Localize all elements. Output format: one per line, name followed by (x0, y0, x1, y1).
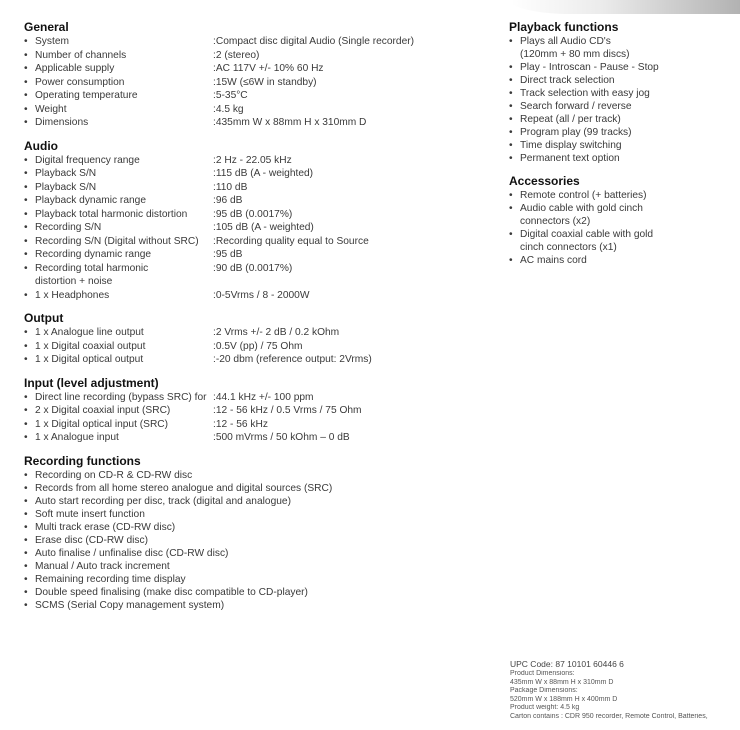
bullet-icon: • (24, 49, 28, 61)
left-column (24, 20, 464, 621)
list-item (24, 599, 464, 612)
input-section (24, 376, 464, 445)
bullet-icon: • (24, 560, 28, 572)
list-item-text: (120mm + 80 mm discs) (520, 49, 630, 60)
list-item-text: Time display switching (520, 140, 622, 151)
list-item-text: Remaining recording time display (35, 573, 186, 585)
list-item-text: Direct track selection (520, 75, 615, 86)
bullet-icon: • (24, 154, 28, 166)
footer-line: Product weight: 4.5 kg (510, 704, 580, 712)
bullet-icon: • (24, 521, 28, 533)
list-item-text: Records from all home stereo analogue and digital sources (SRC) (35, 482, 333, 494)
list-item (509, 228, 734, 254)
spec-label: Recording S/N (35, 222, 102, 233)
feature-list (509, 35, 734, 165)
list-item-text: Play - Introscan - Pause - Stop (520, 62, 659, 73)
bullet-icon: • (24, 208, 28, 220)
spec-label: 1 x Headphones (35, 289, 110, 301)
bullet-icon: • (24, 262, 28, 274)
spec-value: : 5-35°C (213, 89, 248, 103)
list-item (24, 573, 464, 586)
upc-code: UPC Code: 87 10101 60446 6 (510, 659, 624, 669)
list-item-text: Digital coaxial cable with gold (520, 229, 654, 240)
spec-value: : 12 - 56 kHz / 0.5 Vrms / 75 Ohm (213, 404, 362, 418)
spec-list (24, 154, 464, 303)
spec-row (24, 208, 464, 222)
spec-label: System (35, 36, 69, 47)
bullet-icon: • (24, 573, 28, 585)
spec-value: : 0.5V (pp) / 75 Ohm (213, 340, 302, 354)
bullet-icon: • (509, 190, 513, 201)
spec-row (24, 167, 464, 181)
bullet-icon: • (509, 62, 513, 73)
spec-label: 1 x Analogue line output (35, 327, 144, 338)
spec-label: Recording S/N (Digital without SRC) (35, 235, 199, 247)
spec-value: : Recording quality equal to Source (213, 235, 369, 249)
section-heading: Output (24, 311, 64, 325)
feature-list (509, 189, 734, 267)
spec-value: : 2 Hz - 22.05 kHz (213, 154, 292, 168)
bullet-icon: • (24, 222, 28, 233)
bullet-icon: • (509, 255, 513, 266)
list-item-text: Soft mute insert function (35, 508, 145, 520)
list-item (24, 560, 464, 573)
spec-row (24, 326, 464, 340)
footer-line: Product Dimensions: (510, 670, 575, 677)
spec-row (24, 418, 464, 432)
spec-value: : 4.5 kg (213, 103, 244, 117)
bullet-icon: • (24, 354, 28, 365)
spec-row (24, 289, 464, 303)
spec-label: Recording dynamic range (35, 249, 152, 260)
spec-value: : 95 dB (0.0017%) (213, 208, 292, 222)
spec-list (24, 326, 464, 367)
bullet-icon: • (509, 114, 513, 125)
spec-label: Recording total harmonic (35, 262, 149, 274)
spec-row (24, 221, 464, 235)
list-item (509, 202, 734, 228)
spec-value: : AC 117V +/- 10% 60 Hz (213, 62, 324, 76)
footer-line: Carton contains : CDR 950 recorder, Remote Control, Batteries, (510, 712, 708, 720)
list-item (509, 126, 734, 139)
bullet-icon: • (24, 391, 28, 403)
spec-label: Dimensions (35, 117, 89, 128)
list-item-text: Remote control (+ batteries) (520, 190, 647, 201)
spec-row (24, 103, 464, 117)
bullet-icon: • (24, 599, 28, 611)
section-heading: General (24, 20, 69, 34)
bullet-icon: • (24, 495, 28, 507)
list-item (509, 35, 734, 61)
spec-row (24, 49, 464, 63)
spec-row (24, 248, 464, 262)
list-item (509, 61, 734, 74)
spec-label: 1 x Digital optical input (SRC) (35, 418, 169, 430)
accessories-section (509, 174, 734, 267)
spec-value: : 0-5Vrms / 8 - 2000W (213, 289, 309, 303)
spec-row (24, 431, 464, 445)
list-item-text: Program play (99 tracks) (520, 127, 632, 138)
spec-value: : 15W (≤6W in standby) (213, 76, 317, 90)
bullet-icon: • (24, 469, 28, 481)
spec-label: 1 x Analogue input (35, 432, 119, 443)
spec-value: : 105 dB (A - weighted) (213, 221, 314, 235)
spec-label: 1 x Digital coaxial output (35, 340, 146, 352)
list-item (24, 586, 464, 599)
list-item-text: Double speed finalising (make disc compatible to CD-player) (35, 586, 308, 598)
bullet-icon: • (24, 289, 28, 301)
bullet-icon: • (24, 168, 28, 179)
list-item (24, 508, 464, 521)
list-item (24, 469, 464, 482)
footer-line: 435mm W x 88mm H x 310mm D (510, 678, 614, 686)
output-section (24, 311, 464, 367)
spec-label: Operating temperature (35, 90, 138, 101)
list-item-text: Repeat (all / per track) (520, 114, 621, 125)
spec-label: Power consumption (35, 76, 125, 88)
list-item-text: Multi track erase (CD-RW disc) (35, 521, 176, 533)
general-section (24, 20, 464, 130)
bullet-icon: • (24, 195, 28, 206)
bullet-icon: • (24, 547, 28, 559)
list-item-text: Recording on CD-R & CD-RW disc (35, 469, 193, 481)
spec-label: 1 x Digital optical output (35, 354, 144, 365)
list-item-text: Erase disc (CD-RW disc) (35, 534, 149, 546)
spec-label: Digital frequency range (35, 154, 140, 166)
spec-label: Applicable supply (35, 63, 115, 74)
spec-label: Playback S/N (35, 168, 97, 179)
spec-row (24, 404, 464, 418)
spec-row (24, 62, 464, 76)
spec-label-continued: distortion + noise (35, 276, 113, 287)
list-item (509, 254, 734, 267)
bullet-icon: • (24, 327, 28, 338)
bullet-icon: • (24, 103, 28, 115)
playback-functions-section (509, 20, 734, 165)
spec-row (24, 35, 464, 49)
spec-row (24, 340, 464, 354)
bullet-icon: • (24, 90, 28, 101)
list-item (509, 113, 734, 126)
bullet-icon: • (24, 432, 28, 443)
spec-row (24, 181, 464, 195)
section-heading: Audio (24, 138, 58, 153)
product-info-footer (510, 659, 735, 722)
spec-row (24, 262, 464, 289)
page-corner-shadow (510, 0, 740, 14)
spec-value: : 96 dB (213, 194, 242, 208)
bullet-icon: • (24, 235, 28, 247)
bullet-icon: • (24, 76, 28, 88)
bullet-icon: • (509, 229, 513, 240)
right-column (509, 20, 734, 276)
list-item (509, 100, 734, 113)
bullet-icon: • (509, 88, 513, 99)
list-item (509, 189, 734, 202)
list-item (24, 521, 464, 534)
section-heading: Playback functions (509, 20, 619, 34)
bullet-icon: • (509, 127, 513, 138)
bullet-icon: • (24, 36, 28, 47)
spec-value: : Compact disc digital Audio (Single recorder) (213, 35, 414, 49)
list-item-text: SCMS (Serial Copy management system) (35, 599, 225, 611)
section-heading: Input (level adjustment) (24, 375, 159, 390)
list-item (509, 87, 734, 100)
list-item-text: Audio cable with gold cinch (520, 203, 643, 214)
spec-label: Direct line recording (bypass SRC) for (35, 391, 207, 403)
bullet-icon: • (24, 586, 28, 598)
spec-value: : 435mm W x 88mm H x 310mm D (213, 116, 366, 130)
spec-label: Playback S/N (35, 181, 97, 193)
section-heading: Recording functions (24, 453, 141, 468)
spec-list (24, 35, 464, 130)
spec-value: : 2 Vrms +/- 2 dB / 0.2 kOhm (213, 326, 339, 340)
recording-functions-section (24, 454, 464, 612)
spec-row (24, 194, 464, 208)
list-item-text: cinch connectors (x1) (520, 242, 617, 253)
spec-value: : 12 - 56 kHz (213, 418, 268, 432)
bullet-icon: • (24, 534, 28, 546)
list-item-text: connectors (x2) (520, 216, 591, 227)
list-item (509, 152, 734, 165)
bullet-icon: • (24, 340, 28, 352)
spec-label: Number of channels (35, 49, 127, 61)
spec-row (24, 391, 464, 405)
spec-label: 2 x Digital coaxial input (SRC) (35, 405, 171, 416)
bullet-icon: • (24, 63, 28, 74)
bullet-icon: • (24, 117, 28, 128)
bullet-icon: • (24, 482, 28, 494)
list-item-text: Auto start recording per disc, track (digital and analogue) (35, 495, 291, 507)
list-item (509, 74, 734, 87)
spec-label: Playback dynamic range (35, 195, 146, 206)
bullet-icon: • (509, 203, 513, 214)
spec-row (24, 154, 464, 168)
list-item (24, 482, 464, 495)
list-item-text: Search forward / reverse (520, 101, 632, 112)
feature-list (24, 469, 464, 612)
footer-line: Package Dimensions: (510, 687, 578, 695)
list-item-text: Manual / Auto track increment (35, 560, 170, 572)
bullet-icon: • (509, 101, 513, 112)
list-item (24, 547, 464, 560)
spec-list (24, 391, 464, 445)
spec-label: Weight (35, 103, 67, 115)
spec-value: : 500 mVrms / 50 kOhm – 0 dB (213, 431, 350, 445)
spec-row (24, 353, 464, 367)
spec-label: Playback total harmonic distortion (35, 208, 188, 220)
spec-row (24, 76, 464, 90)
bullet-icon: • (24, 405, 28, 416)
spec-row (24, 89, 464, 103)
section-heading: Accessories (509, 174, 580, 188)
list-item-text: AC mains cord (520, 255, 587, 266)
spec-value: : 95 dB (213, 248, 242, 262)
bullet-icon: • (509, 140, 513, 151)
bullet-icon: • (24, 249, 28, 260)
footer-line: 520mm W x 188mm H x 400mm D (510, 695, 618, 703)
list-item-text: Permanent text option (520, 153, 620, 164)
bullet-icon: • (509, 153, 513, 164)
list-item (24, 534, 464, 547)
list-item-text: Plays all Audio CD's (520, 36, 611, 47)
list-item (509, 139, 734, 152)
spec-row (24, 235, 464, 249)
audio-section (24, 139, 464, 303)
list-item (24, 495, 464, 508)
bullet-icon: • (509, 36, 513, 47)
bullet-icon: • (24, 508, 28, 520)
spec-row (24, 116, 464, 130)
spec-value: : -20 dbm (reference output: 2Vrms) (213, 353, 372, 367)
bullet-icon: • (24, 181, 28, 193)
spec-value: : 2 (stereo) (213, 49, 259, 63)
list-item-text: Auto finalise / unfinalise disc (CD-RW disc) (35, 547, 229, 559)
spec-value: : 110 dB (213, 181, 247, 195)
bullet-icon: • (24, 418, 28, 430)
list-item-text: Track selection with easy jog (520, 88, 650, 99)
spec-value: : 90 dB (0.0017%) (213, 262, 292, 276)
spec-value: : 44.1 kHz +/- 100 ppm (213, 391, 314, 405)
bullet-icon: • (509, 75, 513, 86)
spec-value: : 115 dB (A - weighted) (213, 167, 313, 181)
